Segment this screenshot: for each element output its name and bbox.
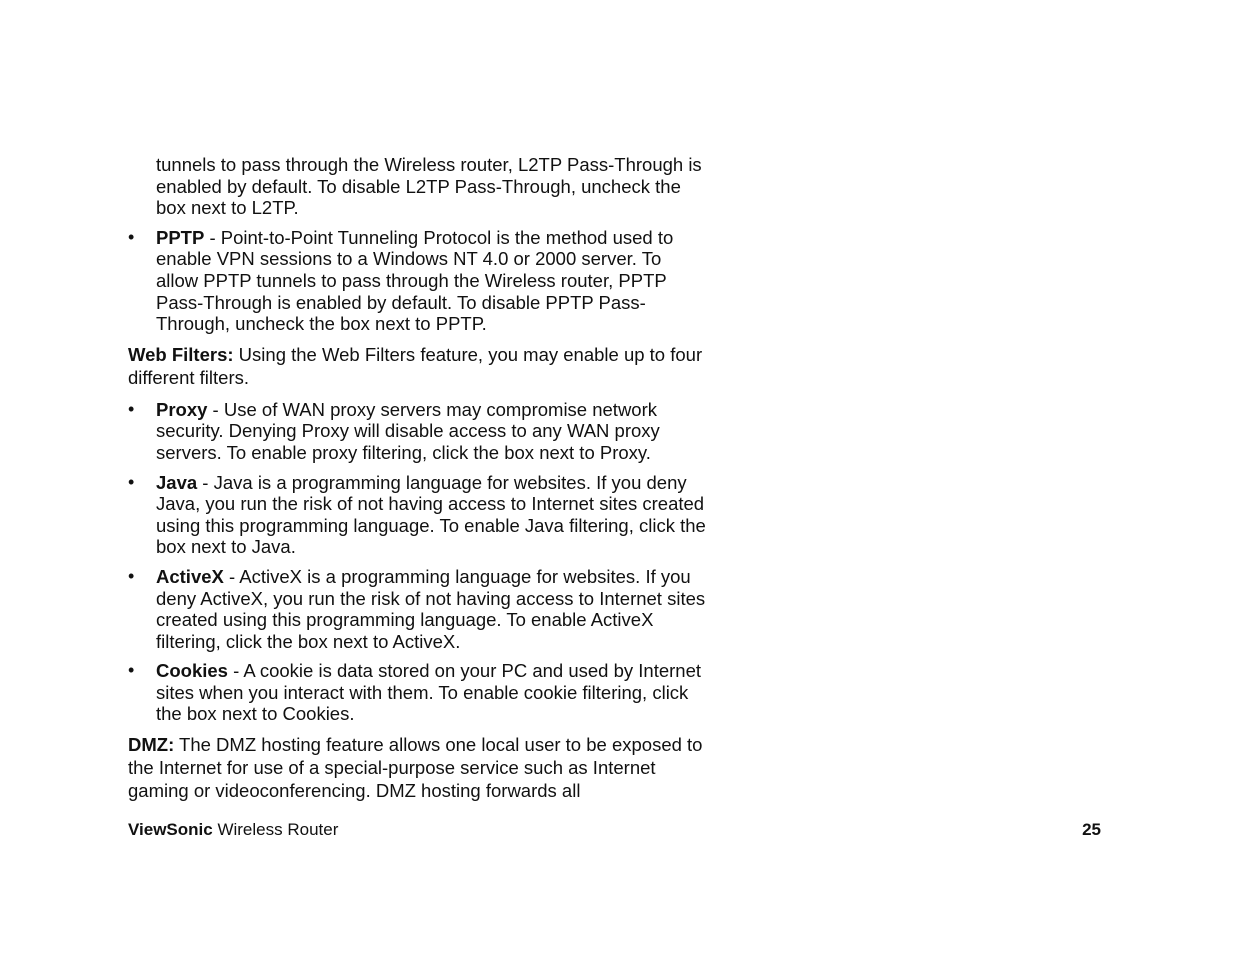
java-bullet-item (128, 472, 708, 558)
activex-description: - ActiveX is a programming language for websites. If you deny ActiveX, you run the risk of not having access to Internet sites created using this programming language. To enable ActiveX filtering, click the box next to ActiveX. (156, 565, 706, 652)
pptp-description: - Point-to-Point Tunneling Protocol is the method used to enable VPN sessions to a Windows NT 4.0 or 2000 server. To allow PPTP tunnels to pass through the Wireless router, PPTP Pass-Through is enabled by default. To disable PPTP Pass-Through, uncheck the box next to PPTP. (156, 226, 674, 335)
cookies-term: Cookies (156, 660, 228, 682)
document-body (128, 154, 708, 812)
dmz-heading: DMZ: (128, 734, 175, 756)
footer-brand: ViewSonic (128, 820, 213, 839)
bullet-icon: • (128, 660, 135, 681)
l2tp-continuation-text: tunnels to pass through the Wireless router, L2TP Pass-Through is enabled by default. To disable L2TP Pass-Through, uncheck the box next to L2TP. (156, 154, 702, 219)
cookies-description: - A cookie is data stored on your PC and used by Internet sites when you interact with them. To enable cookie filtering, click the box next to Cookies. (156, 660, 702, 725)
bullet-icon: • (128, 471, 135, 492)
web-filters-heading: Web Filters: (128, 343, 234, 365)
proxy-description: - Use of WAN proxy servers may compromise network security. Denying Proxy will disable access to any WAN proxy servers. To enable proxy filtering, click the box next to Proxy. (156, 398, 660, 463)
pptp-term: PPTP (156, 226, 205, 248)
page-number: 25 (1082, 820, 1101, 839)
java-description: - Java is a programming language for websites. If you deny Java, you run the risk of not having access to Internet sites created using this programming language. To enable Java filtering, click the box next to Java. (156, 471, 706, 558)
proxy-term: Proxy (156, 398, 208, 420)
page-footer (128, 819, 1101, 841)
web-filters-paragraph (128, 343, 708, 389)
activex-bullet-item (128, 566, 708, 652)
pptp-bullet-item (128, 227, 708, 335)
cookies-bullet-item (128, 660, 708, 725)
java-term: Java (156, 471, 198, 493)
bullet-icon: • (128, 565, 135, 586)
bullet-icon: • (128, 398, 135, 419)
activex-term: ActiveX (156, 565, 224, 587)
dmz-paragraph (128, 733, 708, 802)
footer-product: Wireless Router (212, 820, 339, 839)
web-filters-text: Using the Web Filters feature, you may enable up to four different filters. (128, 343, 703, 388)
proxy-bullet-item (128, 399, 708, 464)
bullet-icon: • (128, 226, 135, 247)
dmz-text: The DMZ hosting feature allows one local user to be exposed to the Internet for use of a special-purpose service such as Internet gaming or videoconferencing. DMZ hosting forwards all (128, 734, 703, 802)
